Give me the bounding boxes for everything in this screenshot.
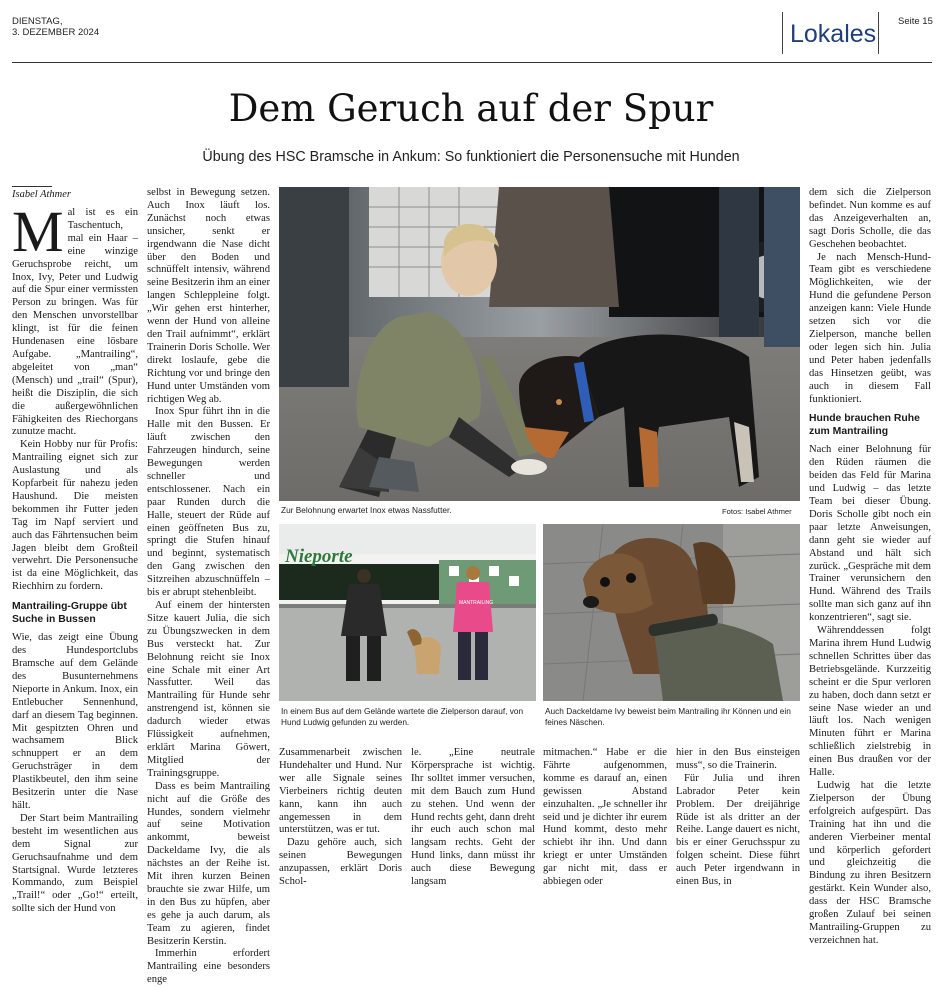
author-byline: Isabel Athmer xyxy=(12,189,72,200)
photo-credit: Fotos: Isabel Athmer xyxy=(722,507,792,516)
headline: Dem Geruch auf der Spur xyxy=(228,87,714,130)
paragraph: Zusammenarbeit zwischen Hundehalter und Hund. Nur wer alle Signale seines Vierbeiners richtig deuten kann, kann ihn auch angemessen in dem unterstützen, was er tut. xyxy=(279,747,402,836)
header-date-block xyxy=(12,16,99,38)
paragraph: Kein Hobby nur für Profis: Mantrailing eignet sich zur Auslastung und als Kopfarbeit für nahezu jeden Haushund. Die meisten bekommen ihr Futter jeden Tag im Napf serviert und auch das Fährtensuchen beim Jagen bleibt dem Großteil verwehrt. Die Personensuche ist da eine Möglichkeit, das Riechhirn zu fordern. xyxy=(12,439,138,593)
header-day: DIENSTAG, xyxy=(12,16,63,27)
vest-text: MANTRAILING xyxy=(459,600,494,606)
subheadline: Übung des HSC Bramsche in Ankum: So funktioniert die Personensuche mit Hunden xyxy=(202,149,740,165)
text-column-1 xyxy=(12,199,138,916)
page-number: Seite 15 xyxy=(898,16,933,27)
bus-photo xyxy=(279,524,536,701)
text-column-7 xyxy=(809,187,931,948)
dachshund-photo xyxy=(543,524,800,701)
paragraph: Auf einem der hintersten Sitze kauert Julia, die sich zu Übungszwecken in dem Bus versteckt hat. Zur Belohnung reicht sie Inox eine Schale mit einer Art Nassfutter. Weil das Mantrailing für Hunde sehr anstrengend ist, können sie dadurch wieder etwas Flüssigkeit aufnehmen, erklärt Marina Göwert, Mitglied der Trainingsgruppe. xyxy=(147,600,270,779)
paragraph: Nach einer Belohnung für den Rüden räumen die beiden das Feld für Marina und Ludwig – das letzte Team bei dieser Übung. Doris Scholle gibt noch ein paar letzte Anweisungen, dann geht sie wieder auf Abstand und hält sich zurück. „Gespräche mit dem Trainer verunsichern den Hund. Während des Trails sollte man sich ganz auf ihn konzentrieren“, sagt sie. xyxy=(809,444,931,624)
header-rule xyxy=(12,62,932,63)
main-photo-caption: Zur Belohnung erwartet Inox etwas Nassfutter. xyxy=(281,505,452,515)
text-column-2 xyxy=(147,187,270,987)
bus-photo-caption: In einem Bus auf dem Gelände wartete die Zielperson darauf, von Hund Ludwig gefunden zu werden. xyxy=(281,706,524,727)
paragraph: mitmachen.“ Habe er die Fährte aufgenommen, komme es darauf an, einen gewissen Abstand einzuhalten. „Je schneller ihr seid und je dichter ihr eurem Hund kommt, desto mehr schiebt ihr ihn. Und dann kriegt er unter Umständen gar nicht mit, dass er abbiegen oder xyxy=(543,747,667,888)
paragraph: hier in den Bus einsteigen muss“, so die Trainerin. xyxy=(676,747,800,771)
paragraph: Inox Spur führt ihn in die Halle mit den Bussen. Er läuft zwischen den Fahrzeugen hindurch, seine Bewegungen werden schneller und entschlossener. Nach ein paar Runden durch die Halle, steuert der Rüde auf einen geöffneten Bus zu, springt die Stufen hinauf und beginnt, systematisch den Gang zwischen den Sitzreihen abzuschnüffeln – bis er abrupt stehenbleibt. xyxy=(147,406,270,599)
paragraph: Immerhin erfordert Mantrailing eine besonders enge xyxy=(147,948,270,986)
header-separator-2 xyxy=(878,12,879,54)
author-rule xyxy=(12,186,52,187)
paragraph: le. „Eine neutrale Körpersprache ist wichtig. Ihr solltet immer versuchen, mit dem Bauch zum Hund zu stehen. Und wenn der Hund rechts geht, dann dreht ihr euch auch schon mal langsam rechts. Geht der Hund links, dann müsst ihr auch diese Bewegung langsam xyxy=(411,747,535,888)
header-date: 3. DEZEMBER 2024 xyxy=(12,27,100,38)
paragraph: Je nach Mensch-Hund-Team gibt es verschiedene Möglichkeiten, wie der Hund die gefundene Person anzeigen kann: Viele Hunde setzen sich vor die Zielperson, manche bellen oder legen sich hin. Julia und Peter haben jedenfalls das Hinsetzen geübt, was auch in diesem Fall funktioniert. xyxy=(809,251,931,405)
paragraph: selbst in Bewegung setzen. Auch Inox läuft los. Zunächst noch etwas unsicher, senkt er irgendwann die Nase dicht über den Boden und schnüffelt intensiv, während seine Besitzerin ihm an einer langen Schleppleine folgt. „Wir gehen erst hinterher, wenn der Hund von alleine den Trail aufnimmt“, erklärt Trainerin Doris Scholle. Wer direkt loslaufe, gebe die Richtung vor und bringe den Hund unter Umständen vom richtigen Weg ab. xyxy=(147,187,270,405)
section-title: Lokales xyxy=(790,20,877,48)
paragraph: Dass es beim Mantrailing nicht auf die Größe des Hundes, sondern vielmehr auf seine Motivation ankommt, beweist Dackeldame Ivy, die als nächstes an der Reihe ist. Mit ihren kurzen Beinen brauchte sie zwar Hilfe, um in den Bus zu hüpfen, aber es gehe ja auch darum, als Team zu agieren, findet Besitzerin Kerstin. xyxy=(147,780,270,947)
dachshund-photo-caption: Auch Dackeldame Ivy beweist beim Mantrailing ihr Können und ein feines Näschen. xyxy=(545,706,791,727)
paragraph: Währenddessen folgt Marina ihrem Hund Ludwig schnellen Schrittes über das Betriebsgelände. Kurzzeitig scheint er die Spur verloren zu haben, doch dann setzt er seine Nase wieder an und läuft los. Nach wenigen Minuten führt er Marina schließlich zielstrebig in einen Bus draußen vor der Halle. xyxy=(809,625,931,779)
main-photo xyxy=(279,187,800,501)
dachshund-photo-image xyxy=(543,524,800,701)
text-column-6 xyxy=(676,747,800,889)
paragraph: Wie, das zeigt eine Übung des Hundesportclubs Bramsche auf dem Gelände des Busunternehmens Nieporte in Ankum. Inox, ein Entlebucher Sennenhund, darf an diesem Tag beginnen. Mit gespitzten Ohren und wachsamem Blick schnuppert er an dem Geruchsträger in dem Plastikbeutel, den ihm seine Besitzerin unter die Nase hält. xyxy=(12,632,138,811)
text-column-5 xyxy=(543,747,667,889)
main-photo-image xyxy=(279,187,800,501)
subheading: Hunde brauchen Ruhe zum Mantrailing xyxy=(809,413,920,438)
paragraph: dem sich die Zielperson befindet. Nun komme es auf das Anzeigeverhalten an, sagt Doris Scholle, die das Geschehen beobachtet. xyxy=(809,187,931,250)
bus-photo-image xyxy=(279,524,536,701)
paragraph: Für Julia und ihren Labrador Peter kein Problem. Der dreijährige Rüde ist als dritter an der Reihe. Lange dauert es nicht, bis er einer Geruchsspur zu folgen scheint. Diese führt auch Peter irgendwann in einen Bus, in xyxy=(676,772,800,888)
bus-sign-text: Nieporte xyxy=(285,546,353,567)
subheading: Mantrailing-Gruppe übt Suche in Bussen xyxy=(12,601,127,626)
paragraph: Dazu gehöre auch, sich seinen Bewegungen anzupassen, erklärt Doris Schol- xyxy=(279,837,402,888)
drop-cap: M xyxy=(12,199,64,264)
paragraph: al ist es ein Taschentuch, mal ein Haar – eine winzige Geruchsprobe reicht, um Inox, Ivy, Peter und Ludwig auf die Spur einer vermissten Person zu bringen. Was für den Menschen unvorstellbar klingt, ist für die feinen Hundenasen eine lösbare Aufgabe. „Mantrailing“, abgeleitet von „man“ (Mensch) und „trail“ (Spur), heißt die Disziplin, die sich die außergewöhnlichen Fähigkeiten des Riechorgans zunutze macht. xyxy=(12,207,138,438)
text-column-4 xyxy=(411,747,535,889)
header-separator xyxy=(782,12,783,54)
paragraph: Der Start beim Mantrailing besteht im wesentlichen aus dem Signal zur Geruchsaufnahme und dem Startsignal. Wurde letzteres Kommando, zum Beispiel „Trail!“ oder „Go!“ erteilt, sollte sich der Hund von xyxy=(12,812,138,915)
paragraph: Ludwig hat die letzte Zielperson der Übung erfolgreich aufgespürt. Das Training hat ihn und die anderen Vierbeiner mental und körperlich gefordert und gleichzeitig die Bindung zu ihren Besitzern gestärkt. Kein Wunder also, dass der HSC Bramsche großen Zulauf bei seinen Mantrailing-Gruppen zu verzeichnen hat. xyxy=(809,779,931,946)
text-column-3 xyxy=(279,747,402,889)
